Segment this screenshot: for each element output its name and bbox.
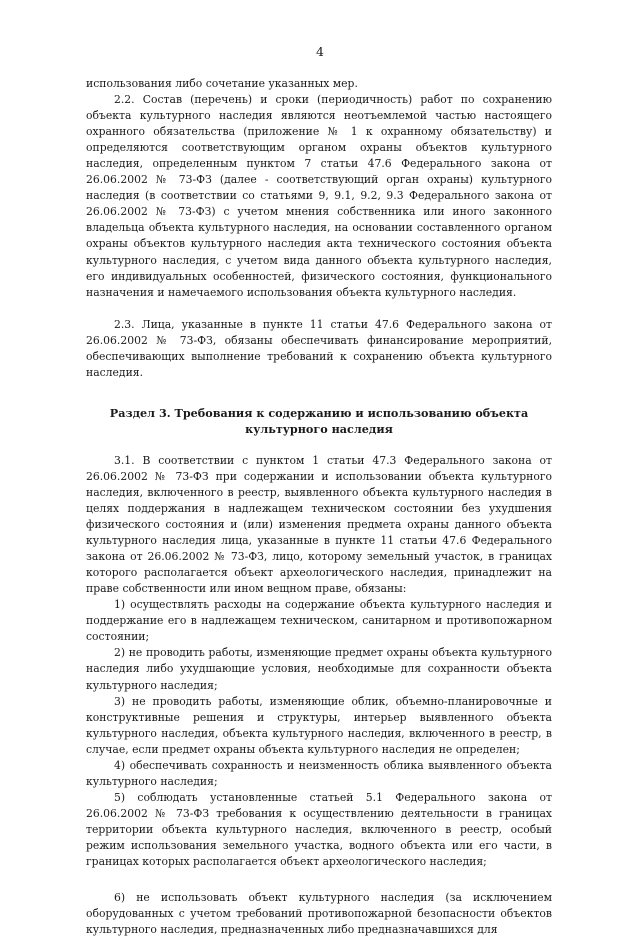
list-item-1: 1) осуществлять расходы на содержание объекта культурного наследия и поддержание его в надлежащем техническом, санитарном и противопожарном состоянии; [86, 598, 552, 644]
list-item-4: 4) обеспечивать сохранность и неизменность облика выявленного объекта культурного наследия; [86, 758, 552, 788]
section-3-heading: Раздел 3. Требования к содержанию и использованию объекта культурного наследия [109, 405, 529, 436]
list-item-3: 3) не проводить работы, изменяющие облик, объемно-планировочные и конструктивные решения и структуры, интерьер выявленного объекта культурного наследия, объекта культурного наследия, включенного в реестр, в случае, если предмет охраны объекта культурного наследия не определен; [86, 694, 552, 756]
list-item-2: 2) не проводить работы, изменяющие предмет охраны объекта культурного наследия либо ухудшающие условия, необходимые для сохранности объекта культурного наследия; [86, 646, 552, 692]
list-item-5: 5) соблюдать установленные статьей 5.1 Федерального закона от 26.06.2002 № 73-ФЗ требования к осуществлению деятельности в границах территории объекта культурного наследия, включенного в реестр, особый режим использования земельного участка, водного объекта или его части, в границах которых располагается объект археологического наследия; [86, 790, 552, 869]
document-body [86, 76, 552, 938]
paragraph-continuation: использования либо сочетание указанных мер. [86, 77, 358, 90]
paragraph-3-1: 3.1. В соответствии с пунктом 1 статьи 47.3 Федерального закона от 26.06.2002 № 73-ФЗ при содержании и использовании объекта культурного наследия, включенного в реестр, выявленного объекта культурного наследия в целях поддержания в надлежащем техническом состоянии без ухудшения физического состояния и (или) изменения предмета охраны данного объекта культурного наследия лица, указанные в пункте 11 статьи 47.6 Федерального закона от 26.06.2002 № 73-ФЗ, лицо, которому земельный участок, в границах которого располагается объект археологического наследия, принадлежит на праве собственности или ином вещном праве, обязаны: [86, 453, 552, 596]
paragraph-2-3: 2.3. Лица, указанные в пункте 11 статьи 47.6 Федерального закона от 26.06.2002 № 73-ФЗ, обязаны обеспечивать финансирование мероприятий, обеспечивающих выполнение требований к сохранению объекта культурного наследия. [86, 317, 552, 379]
paragraph-2-2: 2.2. Состав (перечень) и сроки (периодичность) работ по сохранению объекта культурного наследия являются неотъемлемой частью настоящего охранного обязательства (приложение № 1 к охранному обязательству) и определяются соответствующим органом охраны объектов культурного наследия, определенным пунктом 7 статьи 47.6 Федерального закона от 26.06.2002 № 73-ФЗ (далее - соответствующий орган охраны) культурного наследия (в соответствии со статьями 9, 9.1, 9.2, 9.3 Федерального закона от 26.06.2002 № 73-ФЗ) с учетом мнения собственника или иного законного владельца объекта культурного наследия, на основании составленного органом охраны объектов культурного наследия акта технического состояния объекта культурного наследия, с учетом вида данного объекта культурного наследия, его индивидуальных особенностей, физического состояния, функционального назначения и намечаемого использования объекта культурного наследия. [86, 93, 552, 299]
list-item-6: 6) не использовать объект культурного наследия (за исключением оборудованных с учетом требований противопожарной безопасности объектов культурного наследия, предназначенных либо предназначавшихся для [86, 891, 552, 937]
page-number: 4 [316, 44, 324, 59]
